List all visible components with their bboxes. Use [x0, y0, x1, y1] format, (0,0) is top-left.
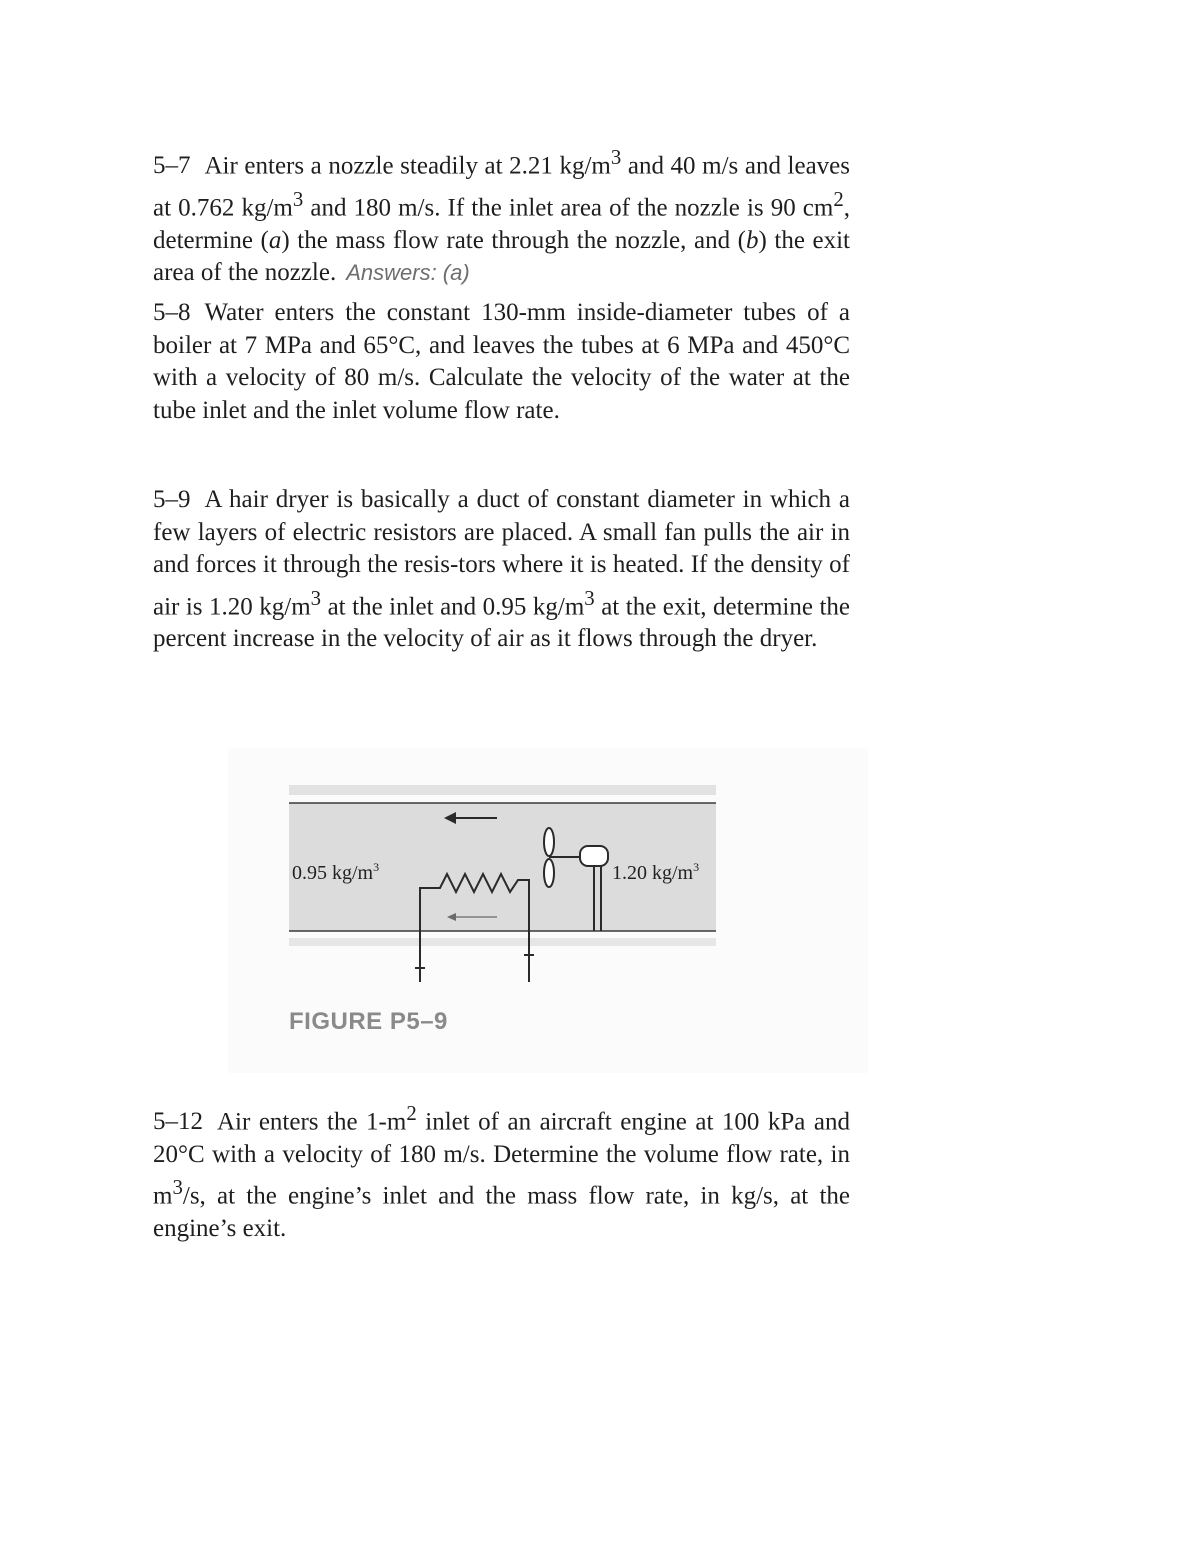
problem-text: Air enters the 1-m [217, 1108, 407, 1136]
superscript: 3 [610, 145, 622, 169]
problem-text: , determine ( [153, 194, 850, 254]
problem-text: Air enters a nozzle steadily at 2.21 kg/m [204, 152, 611, 180]
figure-caption: FIGURE P5–9 [289, 1008, 448, 1035]
superscript: 2 [833, 186, 844, 211]
problem-text: at the exit, determine the percent increase in the velocity of air as it flows through the dryer. [153, 592, 850, 653]
superscript: 3 [292, 186, 304, 211]
problem-text: at the inlet and 0.95 kg/m [321, 592, 585, 620]
problem-text: and 40 m/s and leaves at 0.762 kg/m [153, 152, 850, 222]
problem-text: Water enters the constant 130-mm inside-diameter tubes of a boiler at 7 MPa and 65°C, and leaves the tubes at 6 MPa and 450°C with a velocity of 80 m/s. Calculate the velocity of the water at the tube inlet and the inlet volume flow rate. [153, 299, 850, 424]
superscript: 3 [172, 1175, 183, 1200]
problem-number: 5–8 [153, 299, 191, 326]
problem-text: A hair dryer is basically a duct of constant diameter in which a few layers of electric resistors are placed. A small fan pulls the air in and forces it through the resis-tors where it is heated. If the density of air is 1.20 kg/m [153, 486, 850, 620]
superscript: 3 [584, 585, 595, 610]
problem-5-12 [153, 1097, 850, 1246]
problem-text: inlet of an aircraft engine at 100 kPa and 20°C with a velocity of 180 m/s. Determine the volume flow rate, in m [153, 1108, 850, 1210]
exit-density-label: 0.95 $kg/m^3$ [292, 860, 380, 884]
problem-number: 5–7 [153, 152, 191, 180]
problem-text: and 180 m/s. If the inlet area of the nozzle is 90 cm [303, 194, 834, 222]
answers-label: Answers: (a) [346, 260, 470, 286]
problem-number: 5–12 [153, 1108, 203, 1136]
problem-text: ) the exit area of the nozzle. [153, 226, 851, 287]
inlet-density-label: 1.20 $kg/m^3$ [612, 860, 700, 884]
problem-number: 5–9 [153, 486, 191, 513]
superscript: 3 [310, 585, 322, 610]
part-label: b [745, 226, 759, 254]
part-label: a [268, 226, 282, 254]
superscript: 2 [406, 1101, 417, 1125]
problem-text: /s, at the engine’s inlet and the mass flow rate, in kg/s, at the engine’s exit. [153, 1182, 850, 1243]
problem-text: ) the mass flow rate through the nozzle, and ( [281, 226, 746, 254]
